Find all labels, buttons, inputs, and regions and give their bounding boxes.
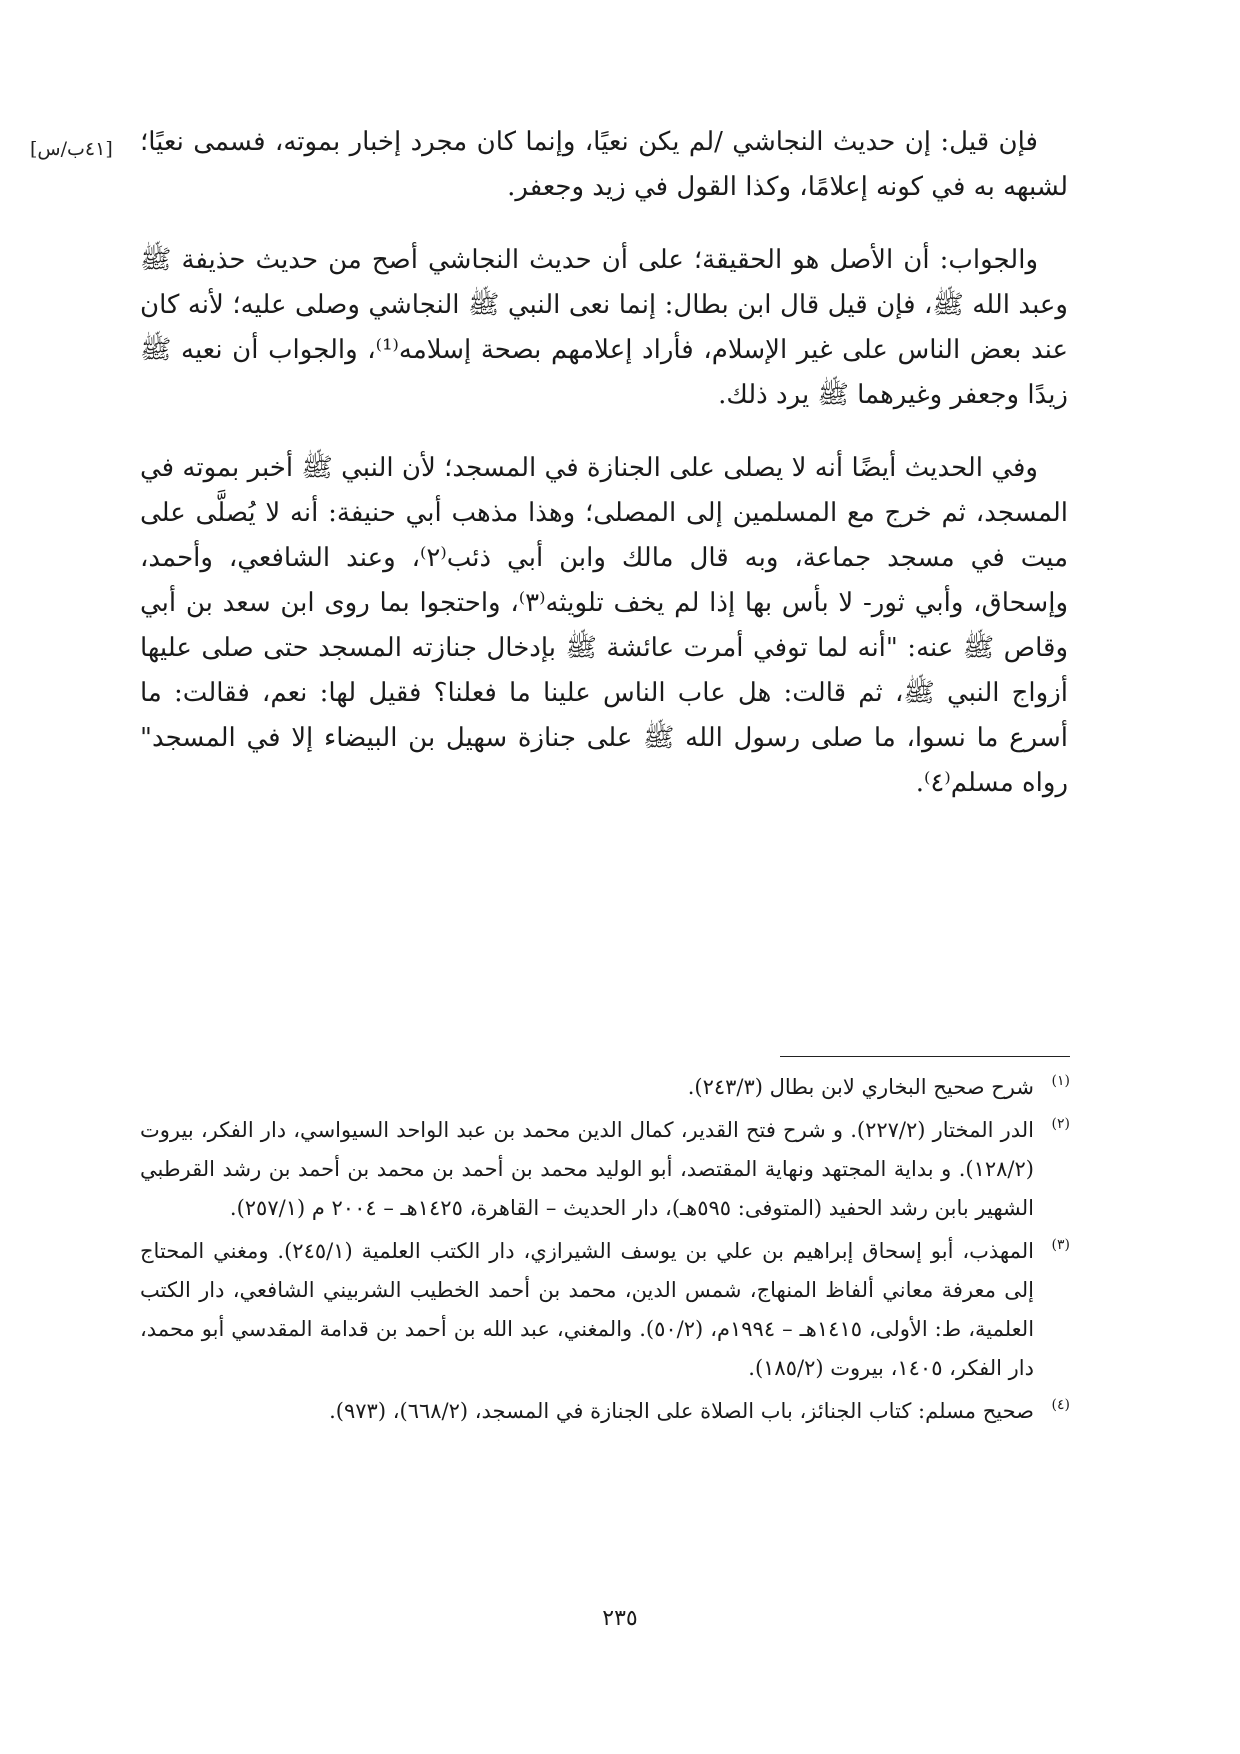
footnote — [140, 1232, 1070, 1388]
footnote-marker: (١) — [1051, 1073, 1070, 1089]
footnote-marker: (٢) — [1051, 1116, 1070, 1132]
footnote-text: شرح صحيح البخاري لابن بطال (٢٤٣/٣). — [687, 1075, 1034, 1099]
footnote — [140, 1392, 1070, 1431]
paragraph: وفي الحديث أيضًا أنه لا يصلى على الجنازة في المسجد؛ لأن النبي ﷺ أخبر بموته في المسجد، ثم خرج مع المسلمين إلى المصلى؛ وهذا مذهب أبي حنيفة: أنه لا يُصلَّى على ميت في مسجد جماعة، وبه قال مالك وابن أبي ذئب⁽٢⁾، وعند الشافعي، وأحمد، وإسحاق، وأبي ثور- لا بأس بها إذا لم يخف تلويثه⁽٣⁾، واحتجوا بما روى ابن سعد بن أبي وقاص ﷺ عنه: "أنه لما توفي أمرت عائشة ﷺ بإدخال جنازته المسجد حتى صلى عليها أزواج النبي ﷺ، ثم قالت: هل عاب الناس علينا ما فعلنا؟ فقيل لها: نعم، فقالت: ما أسرع ما نسوا، ما صلى رسول الله ﷺ على جنازة سهيل بن البيضاء إلا في المسجد" رواه مسلم⁽٤⁾. — [140, 453, 1069, 798]
paragraph: فإن قيل: إن حديث النجاشي /لم يكن نعيًا، وإنما كان مجرد إخبار بموته، فسمى نعيًا؛ لشبهه به في كونه إعلامًا، وكذا القول في زيد وجعفر. — [140, 127, 1068, 202]
main-text — [140, 120, 1068, 834]
footnote-text: الدر المختار (٢٢٧/٢). و شرح فتح القدير، كمال الدين محمد بن عبد الواحد السيواسي، دار الفكر، بيروت (١٢٨/٢). و بداية المجتهد ونهاية المقتصد، أبو الوليد محمد بن أحمد بن محمد بن أحمد بن رشد القرطبي الشهير بابن رشد الحفيد (المتوفى: ٥٩٥هـ)، دار الحديث – القاهرة، ١٤٢٥هـ – ٢٠٠٤ م (٢٥٧/١). — [140, 1118, 1034, 1220]
footnote-text: صحيح مسلم: كتاب الجنائز، باب الصلاة على الجنازة في المسجد، (٦٦٨/٢)، (٩٧٣). — [329, 1399, 1034, 1423]
footnote-marker: (٤) — [1051, 1397, 1070, 1413]
footnotes — [140, 1068, 1070, 1435]
footnote-separator — [780, 1056, 1070, 1057]
margin-folio-note: [٤١ب/س] — [30, 138, 113, 160]
page-number: ٢٣٥ — [602, 1606, 638, 1631]
footnote-marker: (٣) — [1051, 1237, 1070, 1253]
paragraph: والجواب: أن الأصل هو الحقيقة؛ على أن حديث النجاشي أصح من حديث حذيفة ﷺ وعبد الله ﷺ، فإن قيل قال ابن بطال: إنما نعى النبي ﷺ النجاشي وصلى عليه؛ لأنه كان عند بعض الناس على غير الإسلام، فأراد إعلامهم بصحة إسلامه⁽¹⁾، والجواب أن نعيه ﷺ زيدًا وجعفر وغيرهما ﷺ يرد ذلك. — [140, 245, 1068, 410]
footnote — [140, 1068, 1070, 1107]
footnote — [140, 1111, 1070, 1228]
footnote-text: المهذب، أبو إسحاق إبراهيم بن علي بن يوسف الشيرازي، دار الكتب العلمية (٢٤٥/١). ومغني المحتاج إلى معرفة معاني ألفاظ المنهاج، شمس الدين، محمد بن أحمد الخطيب الشربيني الشافعي، دار الكتب العلمية، ط: الأولى، ١٤١٥هـ – ١٩٩٤م، (٥٠/٢). والمغني، عبد الله بن أحمد بن قدامة المقدسي أبو محمد، دار الفكر، ١٤٠٥، بيروت (١٨٥/٢). — [140, 1239, 1035, 1380]
